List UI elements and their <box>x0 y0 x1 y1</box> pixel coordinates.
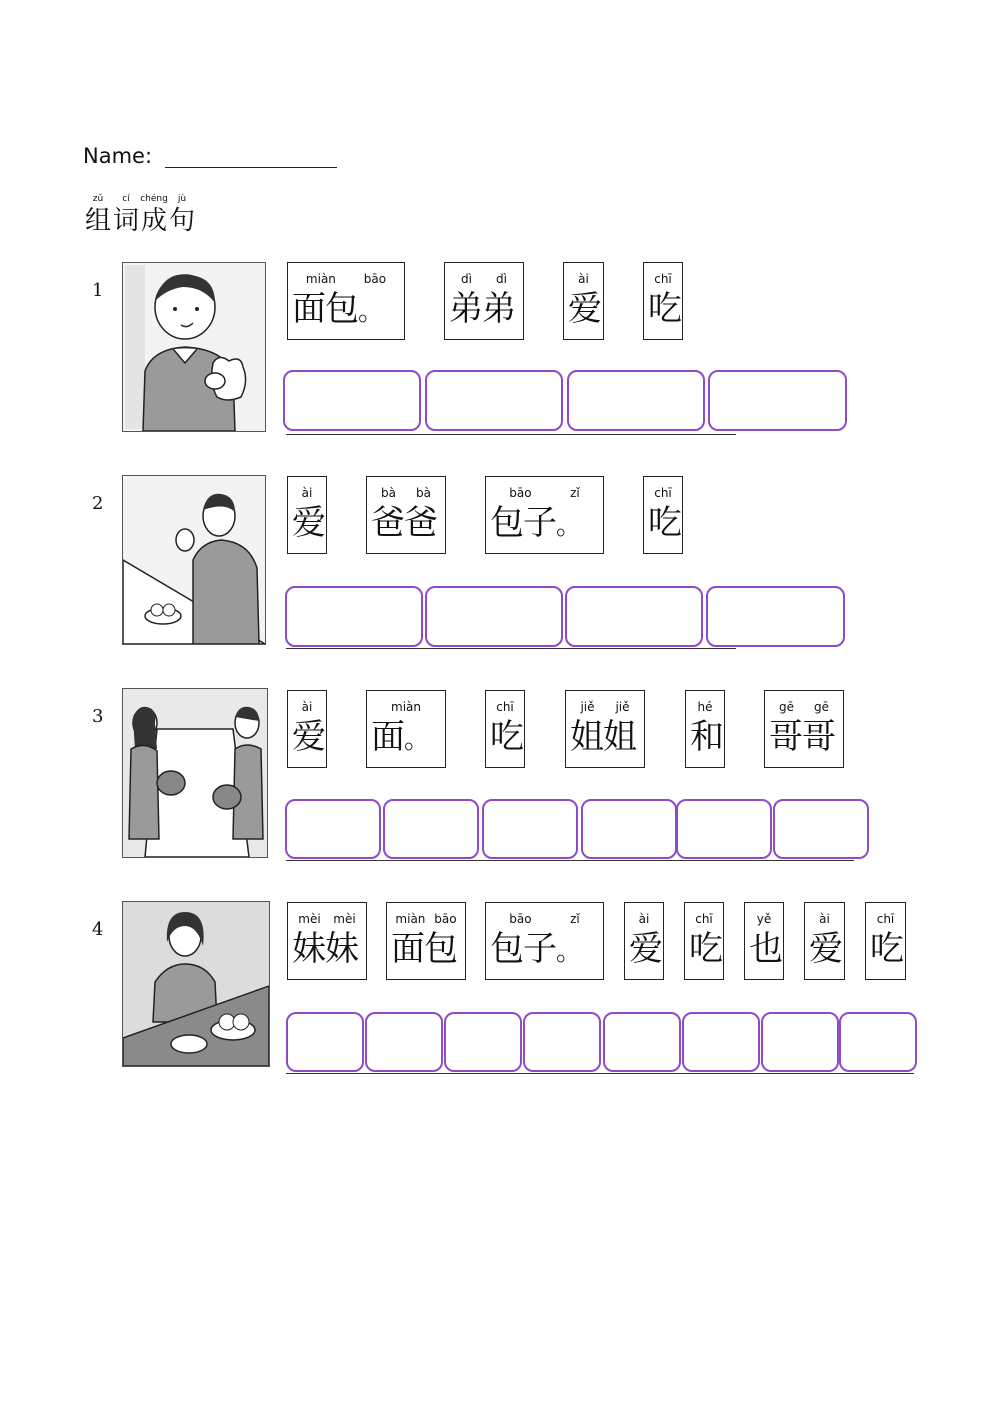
word-card[interactable]: bāo zǐ 包子。 <box>485 476 604 554</box>
word-card[interactable]: miàn bāo 面包 <box>386 902 466 980</box>
word-card[interactable]: chī 吃 <box>485 690 525 768</box>
answer-box[interactable] <box>706 586 845 647</box>
question-number: 3 <box>92 706 104 727</box>
answer-box[interactable] <box>708 370 847 431</box>
answer-line <box>286 1073 914 1074</box>
title-char: jù 句 <box>168 194 195 236</box>
siblings-eating-noodles-picture <box>122 688 268 858</box>
father-eating-bun-picture <box>122 475 266 645</box>
answer-box[interactable] <box>383 799 479 859</box>
answer-box[interactable] <box>565 586 703 647</box>
word-card[interactable]: chī 吃 <box>643 262 683 340</box>
boy-eating-bread-picture <box>122 262 266 432</box>
answer-box[interactable] <box>482 799 578 859</box>
answer-box[interactable] <box>603 1012 681 1072</box>
answer-box[interactable] <box>523 1012 601 1072</box>
word-card[interactable]: chī 吃 <box>865 902 906 980</box>
word-card[interactable]: chī 吃 <box>684 902 724 980</box>
answer-box[interactable] <box>283 370 421 431</box>
answer-box[interactable] <box>761 1012 839 1072</box>
word-card[interactable]: gē gē 哥哥 <box>764 690 844 768</box>
word-card[interactable]: ài 爱 <box>287 476 327 554</box>
answer-box[interactable] <box>285 799 381 859</box>
word-card[interactable]: bà bà 爸爸 <box>366 476 446 554</box>
answer-box[interactable] <box>365 1012 443 1072</box>
answer-line <box>286 434 736 435</box>
answer-box[interactable] <box>425 370 563 431</box>
question-number: 1 <box>92 280 104 301</box>
answer-box[interactable] <box>676 799 772 859</box>
question-number: 2 <box>92 493 104 514</box>
answer-box[interactable] <box>444 1012 522 1072</box>
answer-line <box>286 648 736 649</box>
word-card[interactable]: jiě jiě 姐姐 <box>565 690 645 768</box>
question-number: 4 <box>92 919 104 940</box>
title-char: chéng 成 <box>140 194 168 236</box>
answer-box[interactable] <box>567 370 705 431</box>
title-char: zǔ 组 <box>84 194 111 236</box>
answer-box[interactable] <box>839 1012 917 1072</box>
word-card[interactable]: ài 爱 <box>624 902 664 980</box>
word-card[interactable]: ài 爱 <box>287 690 327 768</box>
answer-box[interactable] <box>581 799 677 859</box>
word-card[interactable]: chī 吃 <box>643 476 683 554</box>
word-card[interactable]: bāo zǐ 包子。 <box>485 902 604 980</box>
answer-box[interactable] <box>286 1012 364 1072</box>
answer-box[interactable] <box>425 586 563 647</box>
word-card[interactable]: ài 爱 <box>804 902 845 980</box>
answer-box[interactable] <box>773 799 869 859</box>
name-input-line[interactable] <box>165 149 337 168</box>
answer-box[interactable] <box>682 1012 760 1072</box>
word-card[interactable]: yě 也 <box>744 902 784 980</box>
word-card[interactable]: miàn bāo 面包。 <box>287 262 405 340</box>
word-card[interactable]: miàn 面。 <box>366 690 446 768</box>
answer-line <box>286 860 854 861</box>
name-label: Name: <box>83 144 153 168</box>
word-card[interactable]: mèi mèi 妹妹 <box>287 902 367 980</box>
answer-box[interactable] <box>285 586 423 647</box>
word-card[interactable]: dì dì 弟弟 <box>444 262 524 340</box>
word-card[interactable]: hé 和 <box>685 690 725 768</box>
sister-at-table-with-food-picture <box>122 901 270 1067</box>
word-card[interactable]: ài 爱 <box>563 262 604 340</box>
title-char: cí 词 <box>112 194 139 236</box>
worksheet-title <box>84 192 196 236</box>
name-row <box>83 144 337 168</box>
